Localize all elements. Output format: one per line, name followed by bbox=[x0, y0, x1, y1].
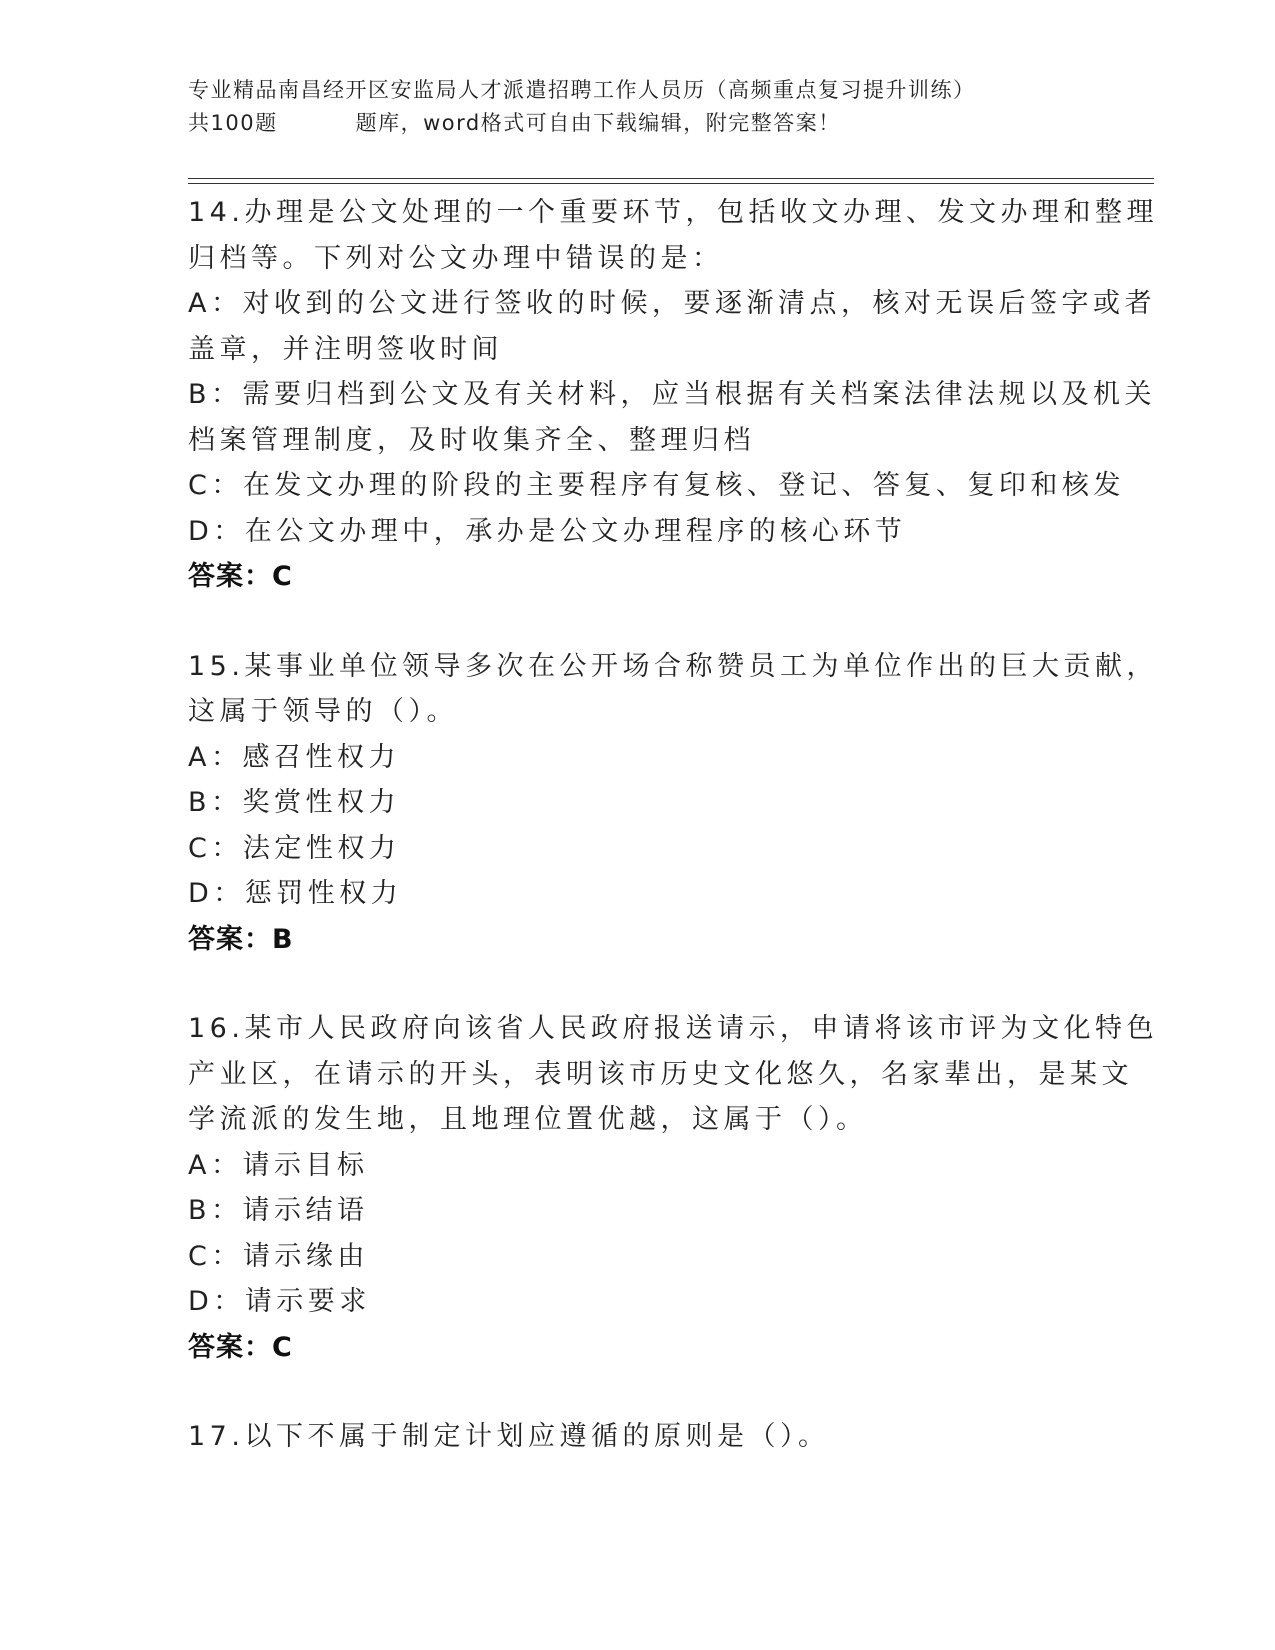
question-stem-line: 15.某事业单位领导多次在公开场合称赞员工为单位作出的巨大贡献， bbox=[188, 650, 1158, 682]
question-stem-line: 14.办理是公文处理的一个重要环节，包括收文办理、发文办理和整理 bbox=[188, 197, 1158, 228]
question-stem-line: 17.以下不属于制定计划应遵循的原则是（）。 bbox=[188, 1421, 830, 1452]
answer-text: 答案：C bbox=[188, 561, 293, 592]
question-17 bbox=[188, 1414, 1088, 1460]
option-a-line: 盖章，并注明签收时间 bbox=[188, 333, 503, 365]
option-d-line: D：惩罚性权力 bbox=[188, 878, 403, 909]
header-divider-bottom bbox=[188, 183, 1154, 184]
option-b-line: B：请示结语 bbox=[188, 1195, 369, 1226]
header-title: 专业精品南昌经开区安监局人才派遣招聘工作人员历（高频重点复习提升训练） bbox=[188, 78, 976, 102]
option-c-line: C：请示缘由 bbox=[188, 1240, 369, 1272]
header-divider-top bbox=[188, 178, 1154, 179]
option-b-line: B：需要归档到公文及有关材料，应当根据有关档案法律法规以及机关 bbox=[188, 379, 1157, 410]
option-d-line: D：在公文办理中，承办是公文办理程序的核心环节 bbox=[188, 515, 907, 547]
option-a-line: A：感召性权力 bbox=[188, 741, 400, 773]
question-stem-line: 学流派的发生地，且地理位置优越，这属于（）。 bbox=[188, 1104, 868, 1135]
question-14 bbox=[188, 190, 1158, 600]
option-c-line: C：法定性权力 bbox=[188, 832, 401, 864]
option-b-line: B：奖赏性权力 bbox=[188, 787, 401, 818]
option-a-line: A：请示目标 bbox=[188, 1149, 369, 1181]
question-stem-line: 这属于领导的（）。 bbox=[188, 696, 458, 727]
question-15 bbox=[188, 644, 1158, 963]
option-c-line: C：在发文办理的阶段的主要程序有复核、登记、答复、复印和核发 bbox=[188, 470, 1125, 501]
question-stem-line: 16.某市人民政府向该省人民政府报送请示，申请将该市评为文化特色 bbox=[188, 1013, 1158, 1044]
question-stem-line: 产业区，在请示的开头，表明该市历史文化悠久，名家辈出，是某文 bbox=[188, 1058, 1133, 1090]
option-d-line: D：请示要求 bbox=[188, 1286, 371, 1317]
header-description: 题库，word格式可自由下载编辑，附完整答案！ bbox=[355, 111, 841, 135]
question-stem-line: 归档等。下列对公文办理中错误的是： bbox=[188, 242, 724, 274]
answer-text: 答案：C bbox=[188, 1331, 293, 1363]
option-a-line: A：对收到的公文进行签收的时候，要逐渐清点，核对无误后签字或者 bbox=[188, 288, 1156, 319]
document-header bbox=[188, 74, 1148, 140]
question-list bbox=[188, 190, 1158, 1504]
header-question-count: 共100题 bbox=[188, 111, 278, 135]
answer-text: 答案：B bbox=[188, 923, 294, 955]
header-subtitle bbox=[188, 107, 1148, 140]
option-b-line: 档案管理制度，及时收集齐全、整理归档 bbox=[188, 424, 755, 456]
question-16 bbox=[188, 1006, 1158, 1370]
